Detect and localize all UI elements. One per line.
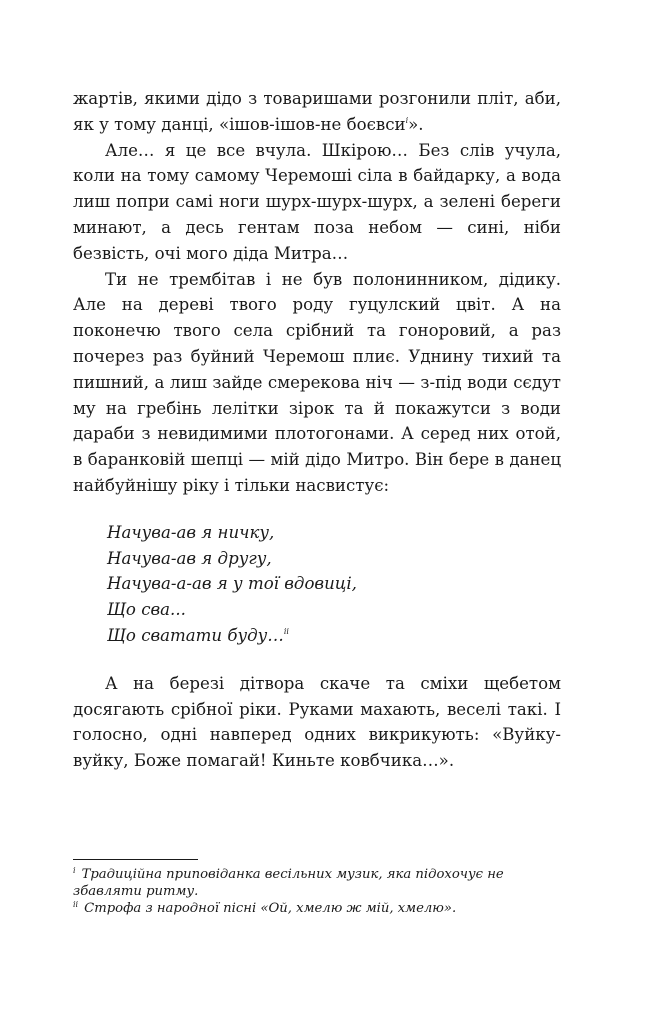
footnote-divider <box>73 859 198 860</box>
verse-line: Начува-ав я другу, <box>107 548 272 568</box>
footnote-ref-1[interactable]: i <box>405 115 409 125</box>
paragraph-1-text: жартів, якими дідо з товаришами розгонили пліт, аби, як у тому данці, «ішов-ішов-не боєвси <box>73 89 561 134</box>
verse-line-last <box>107 623 561 649</box>
verse-line: Начува-ав я ничку, <box>107 522 275 542</box>
verse-line: Що сва... <box>107 600 186 620</box>
footnote-1-mark: i <box>73 866 76 875</box>
footnote-2-mark: ii <box>73 900 79 909</box>
footnote-2 <box>73 900 561 917</box>
song-verse <box>107 520 561 649</box>
footnote-1-text: Традиційна приповіданка весільних музик, яка підохочує не збавляти ритму. <box>73 867 504 899</box>
footnotes <box>73 859 561 917</box>
page-body <box>73 86 561 774</box>
paragraph-4: А на березі дітвора скаче та сміхи щебетом досягають срібної ріки. Руками махають, веселі такі. І голосно, одні навперед одних викрикують: «Вуйку-вуйку, Боже помагай! Киньте ковбчика…». <box>73 673 561 771</box>
footnote-ref-2[interactable]: ii <box>283 626 289 636</box>
paragraph-2: Але… я це все вчула. Шкірою… Без слів учула, коли на тому самому Черемоші сіла в байдарку, а вода лиш попри самі ноги шурх-шурх-шурх, а зелені береги минают, а десь гентам поза небом — сині, ніби безвість, очі мого діда Митра… <box>73 140 561 263</box>
paragraph-3: Ти не трембітав і не був полонинником, дідику. Але на дереві твого роду гуцулский цвіт. А на поконечю твого села срібний та гоноровий, а раз почерез раз буйний Черемош плиє. Уднину тихий та пишний, а лиш зайде смерекова ніч — з-під води сєдут му на гребінь лелітки зірок та й покажутси з води дараби з невидимими плотогонами. А серед них отой, в баранковій шепці — мій дідо Митро. Він бере в данец найбуйнішу ріку і тільки насвистує: <box>73 269 561 495</box>
paragraph-1-tail: ». <box>408 114 424 134</box>
verse-line-last-text: Що сватати буду… <box>107 625 284 645</box>
paragraph-1 <box>73 86 561 138</box>
footnote-2-text: Строфа з народної пісні «Ой, хмелю ж мій, хмелю». <box>84 901 457 916</box>
footnote-1 <box>73 866 561 900</box>
verse-line: Начува-а-ав я у тої вдовиці, <box>107 574 357 594</box>
